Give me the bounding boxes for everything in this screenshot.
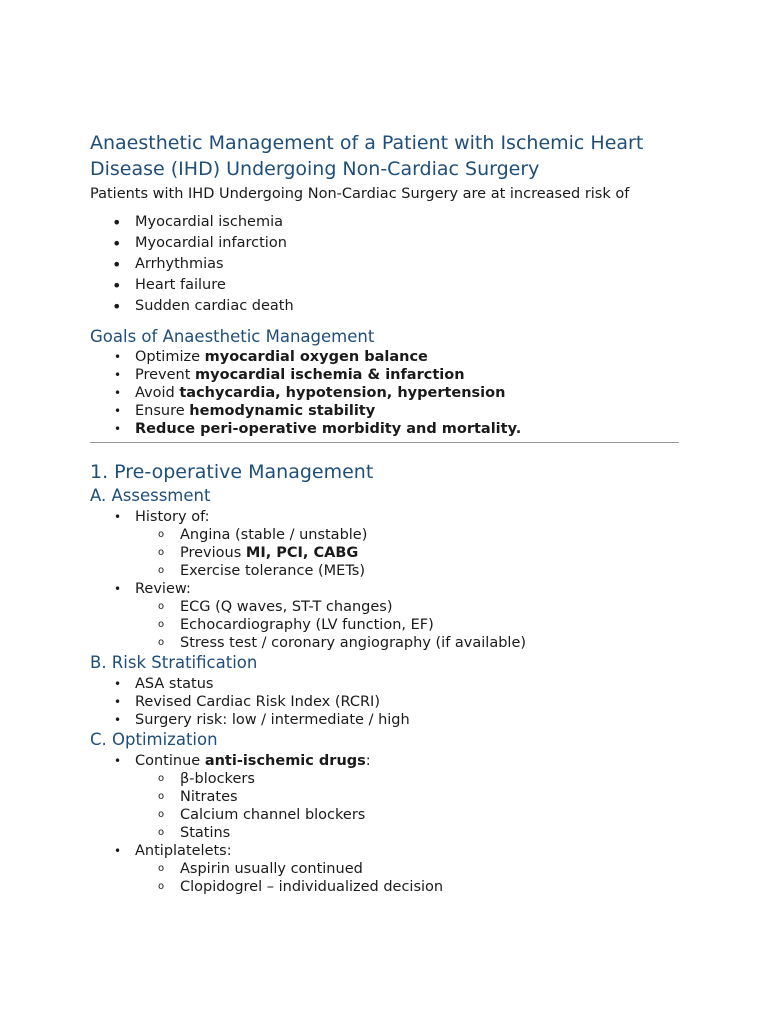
- list-item: • Review: o ECG (Q waves, ST-T changes) o Echocardiography (LV function, EF) o Stress test / coronary angiography (if available): [90, 580, 680, 652]
- sub-list-item: o ECG (Q waves, ST-T changes): [135, 598, 680, 616]
- assessment-heading: A. Assessment: [90, 486, 211, 505]
- sub-list-item: o Calcium channel blockers: [135, 806, 680, 824]
- list-item: • Myocardial infarction: [90, 233, 680, 254]
- sub-list-item: o Statins: [135, 824, 680, 842]
- sub-list-item: o Aspirin usually continued: [135, 860, 680, 878]
- list-item: • Revised Cardiac Risk Index (RCRI): [90, 693, 680, 711]
- sub-list-item: o Exercise tolerance (METs): [135, 562, 680, 580]
- preop-heading: 1. Pre-operative Management: [90, 461, 374, 483]
- drugs-sublist: [135, 770, 680, 842]
- sub-list-item: o β-blockers: [135, 770, 680, 788]
- sub-list-item: o Stress test / coronary angiography (if available): [135, 634, 680, 652]
- list-item: • Sudden cardiac death: [90, 296, 680, 317]
- list-item: • Myocardial ischemia: [90, 212, 680, 233]
- list-item: • Ensure hemodynamic stability: [90, 402, 680, 420]
- list-item: • Surgery risk: low / intermediate / high: [90, 711, 680, 729]
- risk-list: [90, 212, 680, 317]
- review-sublist: [135, 598, 680, 652]
- list-item: • ASA status: [90, 675, 680, 693]
- history-sublist: [135, 526, 680, 580]
- sub-list-item: o Clopidogrel – individualized decision: [135, 878, 680, 896]
- goals-list: [90, 348, 680, 438]
- list-item: • Avoid tachycardia, hypotension, hypertension: [90, 384, 680, 402]
- list-item: • Arrhythmias: [90, 254, 680, 275]
- goals-heading: Goals of Anaesthetic Management: [90, 327, 375, 346]
- section-divider: [90, 442, 679, 443]
- antiplatelets-sublist: [135, 860, 680, 896]
- list-item: • Reduce peri-operative morbidity and mortality.: [90, 420, 680, 438]
- list-item: • Prevent myocardial ischemia & infarction: [90, 366, 680, 384]
- document-title: Anaesthetic Management of a Patient with Ischemic Heart Disease (IHD) Undergoing Non-Cardiac Surgery: [90, 132, 644, 180]
- sub-list-item: o Echocardiography (LV function, EF): [135, 616, 680, 634]
- list-item: • Heart failure: [90, 275, 680, 296]
- optimization-list: [90, 752, 680, 896]
- list-item: • Optimize myocardial oxygen balance: [90, 348, 680, 366]
- list-item: • Antiplatelets: o Aspirin usually continued o Clopidogrel – individualized decision: [90, 842, 680, 896]
- list-item: • History of: o Angina (stable / unstable) o Previous MI, PCI, CABG o Exercise tolerance (METs): [90, 508, 680, 580]
- sub-list-item: o Nitrates: [135, 788, 680, 806]
- sub-list-item: o Previous MI, PCI, CABG: [135, 544, 680, 562]
- assessment-list: [90, 508, 680, 652]
- document-page: [90, 130, 680, 896]
- intro-paragraph: Patients with IHD Undergoing Non-Cardiac Surgery are at increased risk of: [90, 186, 630, 202]
- sub-list-item: o Angina (stable / unstable): [135, 526, 680, 544]
- risk-stratification-list: [90, 675, 680, 729]
- risk-stratification-heading: B. Risk Stratification: [90, 653, 258, 672]
- list-item: • Continue anti-ischemic drugs: o β-blockers o Nitrates o Calcium channel blockers o Statins: [90, 752, 680, 842]
- optimization-heading: C. Optimization: [90, 730, 218, 749]
